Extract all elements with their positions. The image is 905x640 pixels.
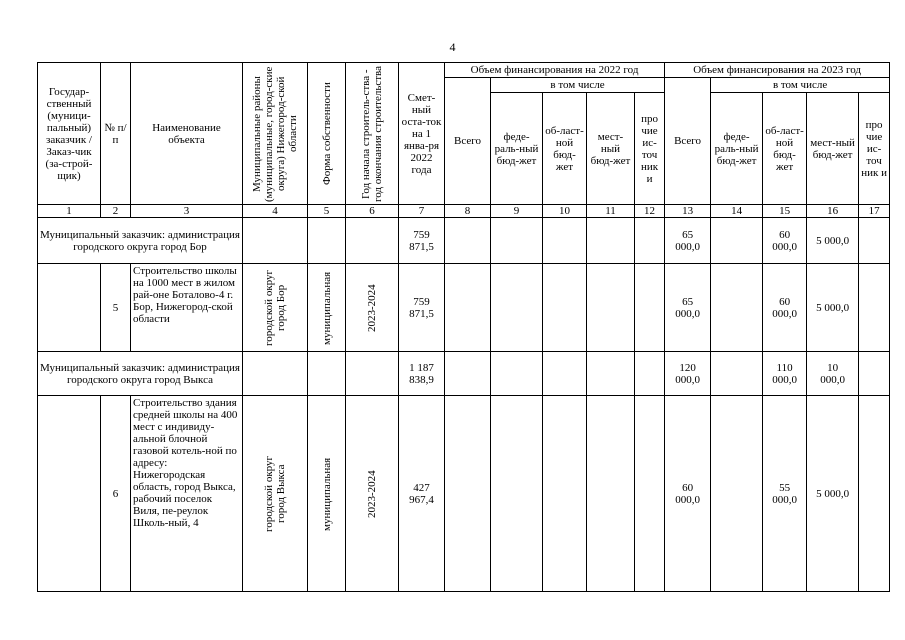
table-cell: [711, 218, 763, 264]
column-number: 15: [763, 205, 807, 218]
header-other-2023: про чие ис-точ ник и: [859, 93, 890, 205]
table-cell: [635, 218, 665, 264]
regional-2023-cell: 110 000,0: [763, 352, 807, 396]
table-cell: [491, 218, 543, 264]
estimate-cell: 759 871,5: [399, 218, 445, 264]
page-number: 4: [449, 40, 456, 54]
regional-2023-cell: 60 000,0: [763, 218, 807, 264]
header-district: [243, 63, 308, 205]
ownership-cell: [308, 264, 346, 352]
table-cell: [859, 396, 890, 592]
table-cell: [346, 218, 399, 264]
table-cell: [445, 218, 491, 264]
header-local-2022: мест-ный бюд-жет: [587, 93, 635, 205]
header-fin-2022: Объем финансирования на 2022 год: [445, 63, 665, 78]
column-number: 3: [131, 205, 243, 218]
header-regional-2022: об-ласт-ной бюд-жет: [543, 93, 587, 205]
table-cell: [543, 396, 587, 592]
item-number: 5: [101, 264, 131, 352]
table-cell: [635, 264, 665, 352]
column-number: 9: [491, 205, 543, 218]
table-cell: [491, 396, 543, 592]
header-customer: Государ-ственный (муници-пальный) заказчик / Заказ-чик (за-строй-щик): [38, 63, 101, 205]
table-cell: [543, 218, 587, 264]
table-cell: [711, 352, 763, 396]
local-2023-cell: 5 000,0: [807, 264, 859, 352]
column-number: 5: [308, 205, 346, 218]
table-cell: [587, 352, 635, 396]
column-number: 16: [807, 205, 859, 218]
local-2023-cell: 5 000,0: [807, 218, 859, 264]
district-cell: [243, 264, 308, 352]
column-number: 14: [711, 205, 763, 218]
column-number: 7: [399, 205, 445, 218]
table-cell: [445, 396, 491, 592]
column-number: 6: [346, 205, 399, 218]
header-fin-2023: Объем финансирования на 2023 год: [665, 63, 890, 78]
item-number: 6: [101, 396, 131, 592]
ownership-label: муниципальная: [320, 270, 333, 345]
table-cell: [445, 352, 491, 396]
estimate-cell: 759 871,5: [399, 264, 445, 352]
header-federal-2022: феде-раль-ный бюд-жет: [491, 93, 543, 205]
header-including-2022: в том числе: [491, 78, 665, 93]
header-years-label: Год начала строитель-ства - год окончания строительства: [360, 65, 384, 202]
total-2023-cell: 60 000,0: [665, 396, 711, 592]
local-2023-cell: 5 000,0: [807, 396, 859, 592]
table-cell: [346, 352, 399, 396]
table-row: [38, 264, 890, 352]
header-estimate: Смет-ный оста-ток на 1 янва-ря 2022 года: [399, 63, 445, 205]
header-district-label: Муниципальные районы (муниципальные, город-ские округа) Нижегород-ской области: [251, 65, 299, 202]
estimate-cell: 1 187 838,9: [399, 352, 445, 396]
table-cell: [308, 352, 346, 396]
header-total-2023: Всего: [665, 78, 711, 205]
column-number: 12: [635, 205, 665, 218]
total-2023-cell: 120 000,0: [665, 352, 711, 396]
table-cell: [543, 352, 587, 396]
column-number: 17: [859, 205, 890, 218]
header-object-name: Наименование объекта: [131, 63, 243, 205]
column-number: 13: [665, 205, 711, 218]
years-label: 2023-2024: [366, 469, 378, 518]
column-number: 4: [243, 205, 308, 218]
table-cell: [711, 264, 763, 352]
table-cell: [859, 352, 890, 396]
customer-name: Муниципальный заказчик: администрация городского округа город Выкса: [38, 352, 243, 396]
table-row: [38, 218, 890, 264]
ownership-label: муниципальная: [320, 456, 333, 531]
table-cell: [587, 396, 635, 592]
table-cell: [308, 218, 346, 264]
column-number: 8: [445, 205, 491, 218]
header-ownership: [308, 63, 346, 205]
column-number: 1: [38, 205, 101, 218]
column-number: 10: [543, 205, 587, 218]
total-2023-cell: 65 000,0: [665, 264, 711, 352]
regional-2023-cell: 60 000,0: [763, 264, 807, 352]
header-including-2023: в том числе: [711, 78, 890, 93]
header-regional-2023: об-ласт-ной бюд-жет: [763, 93, 807, 205]
table-cell: [445, 264, 491, 352]
table-cell: [587, 264, 635, 352]
ownership-cell: [308, 396, 346, 592]
table-cell: [491, 264, 543, 352]
header-item-number: № п/п: [101, 63, 131, 205]
table-cell: [38, 396, 101, 592]
table-cell: [543, 264, 587, 352]
district-label: городской округ город Бор: [263, 269, 287, 346]
header-ownership-label: Форма собственности: [320, 82, 333, 185]
regional-2023-cell: 55 000,0: [763, 396, 807, 592]
table-cell: [243, 218, 308, 264]
object-name: Строительство школы на 1000 мест в жилом рай-оне Боталово-4 г. Бор, Нижегород-ской области: [131, 264, 243, 352]
total-2023-cell: 65 000,0: [665, 218, 711, 264]
table-cell: [635, 352, 665, 396]
header-years: [346, 63, 399, 205]
header-other-2022: про чие ис-точ ник и: [635, 93, 665, 205]
header-local-2023: мест-ный бюд-жет: [807, 93, 859, 205]
table-cell: [635, 396, 665, 592]
years-label: 2023-2024: [366, 283, 378, 332]
table-cell: [711, 396, 763, 592]
district-cell: [243, 396, 308, 592]
column-number: 11: [587, 205, 635, 218]
table-cell: [859, 218, 890, 264]
column-number: 2: [101, 205, 131, 218]
table-cell: [243, 352, 308, 396]
table-cell: [859, 264, 890, 352]
estimate-cell: 427 967,4: [399, 396, 445, 592]
header-federal-2023: феде-раль-ный бюд-жет: [711, 93, 763, 205]
district-label: городской округ город Выкса: [263, 455, 287, 532]
table-cell: [587, 218, 635, 264]
years-cell: [346, 396, 399, 592]
table-cell: [491, 352, 543, 396]
header-total-2022: Всего: [445, 78, 491, 205]
customer-name: Муниципальный заказчик: администрация городского округа город Бор: [38, 218, 243, 264]
object-name: Строительство здания средней школы на 400 мест с индивиду-альной блочной газовой котель-ной по адресу: Нижегородская область, город Выкса, рабочий поселок Виля, пе-реулок Школь-ный, 4: [131, 396, 243, 592]
table-row: [38, 396, 890, 592]
years-cell: [346, 264, 399, 352]
table-row: [38, 352, 890, 396]
table-cell: [38, 264, 101, 352]
investment-table: [37, 62, 890, 592]
local-2023-cell: 10 000,0: [807, 352, 859, 396]
